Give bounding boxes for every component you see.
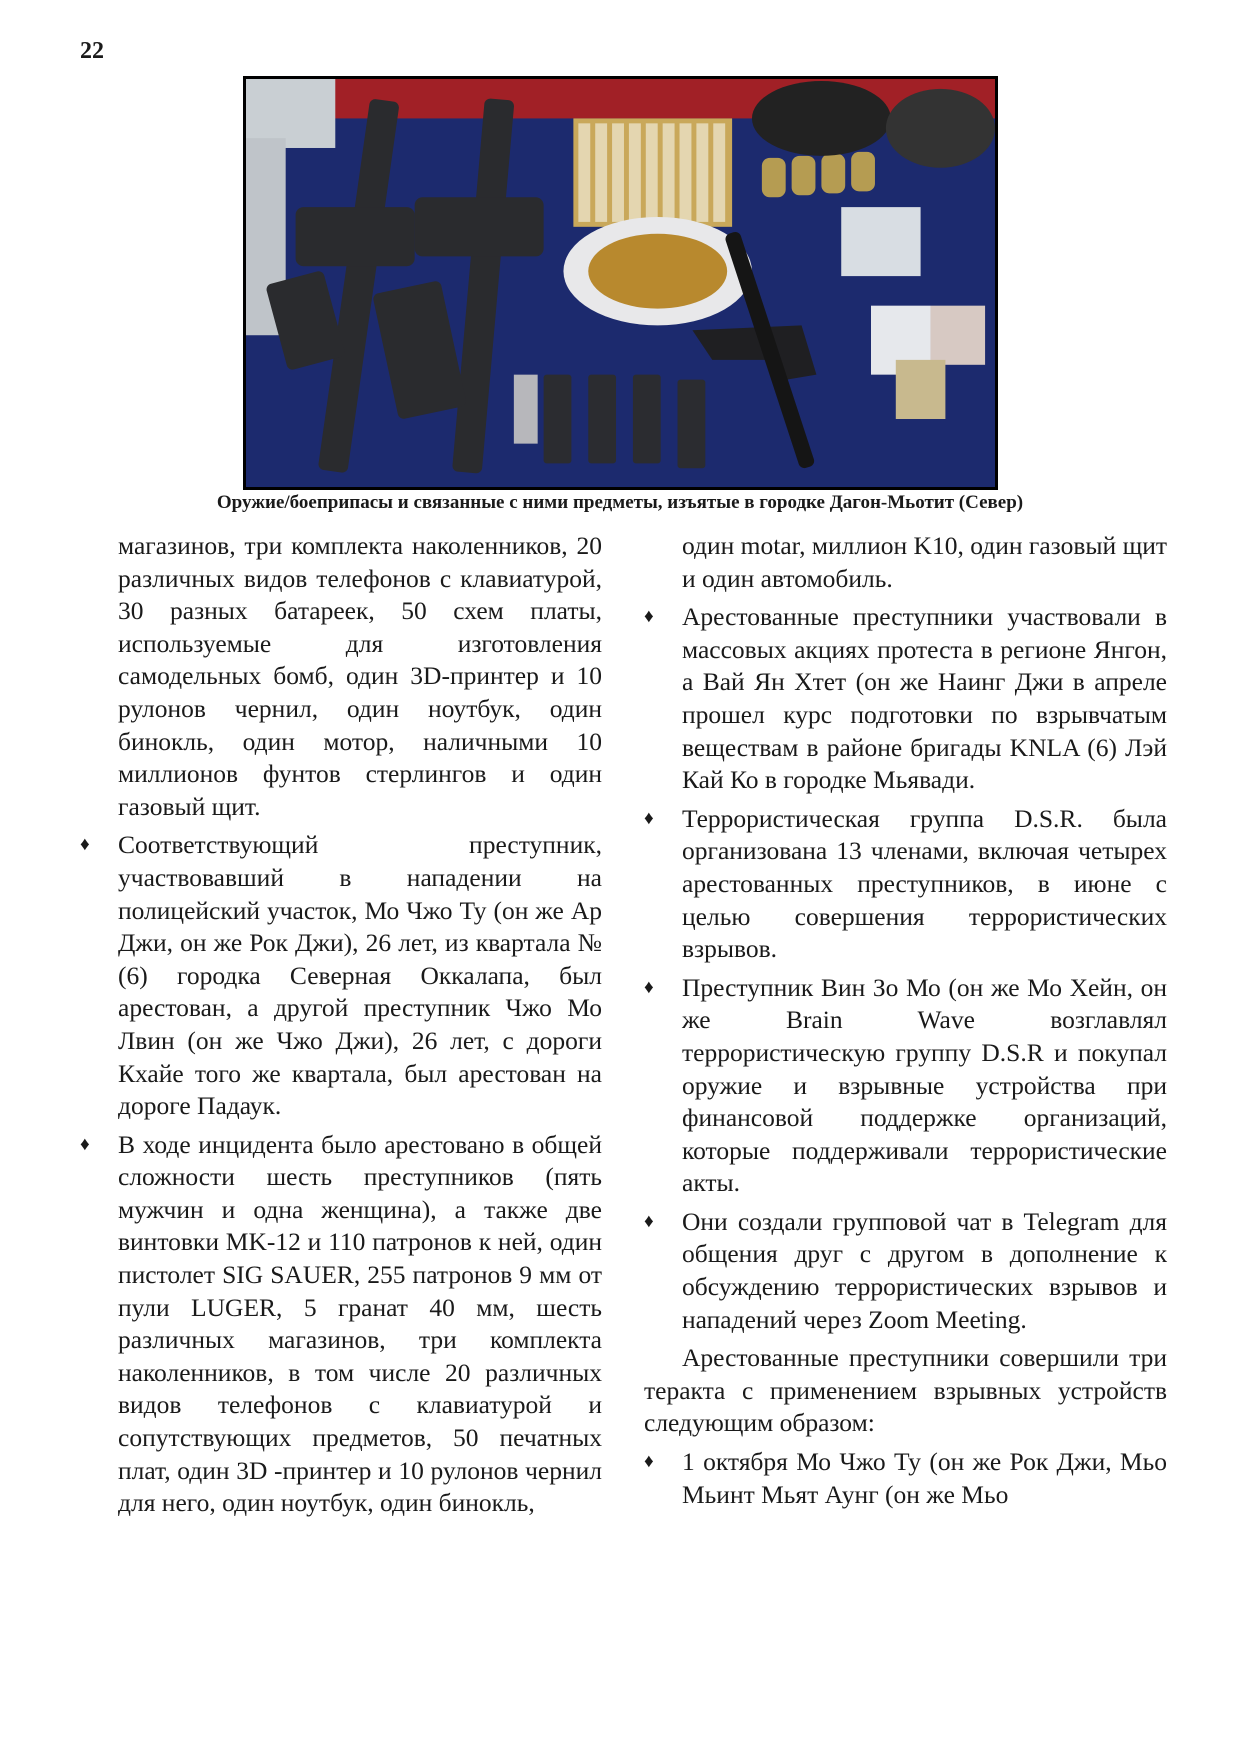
right-bullet-4: ♦ Они создали групповой чат в Telegram для общения друг с другом в дополнение к обсуждению террористических взрывов и нападений через Zoom Meeting. [644, 1206, 1167, 1336]
left-bullet-2: ♦ В ходе инцидента было арестовано в общей сложности шесть преступников (пять мужчин и одна женщина), а также две винтовки MK-12 и 110 патронов к ней, один пистолет SIG SAUER, 255 патронов 9 мм от пули LUGER, 5 гранат 40 мм, шесть различных магазинов, три комплекта наколенников, в том числе 20 различных видов телефонов с клавиатурой и сопутствующих предметов, 50 печатных плат, один 3D -принтер и 10 рулонов чернил для него, один ноутбук, один бинокль, [80, 1129, 602, 1520]
right-continuation-paragraph: один motar, миллион K10, один газовый щит и один автомобиль. [682, 531, 1167, 593]
right-paragraph: Арестованные преступники совершили три теракта с применением взрывных устройств следующим образом: [644, 1343, 1167, 1438]
right-bullet-1: ♦ Арестованные преступники участвовали в массовых акциях протеста в регионе Янгон, а Вай Ян Хтет (он же Наинг Джи в апреле прошел курс подготовки по взрывчатым веществам в районе бригады KNLA (6) Лэй Кай Ко в городке Мьявади. [644, 601, 1167, 797]
left-continuation-paragraph: магазинов, три комплекта наколенников, 20 различных видов телефонов с клавиатурой, 30 разных батареек, 50 схем платы, используемые для изготовления самодельных бомб, один 3D-принтер и 10 рулонов чернил, один ноутбук, один бинокль, один мотор, наличными 10 миллионов фунтов стерлингов и один газовый щит. [118, 531, 602, 821]
page-number: 22 [80, 38, 104, 64]
left-bullet-1: ♦ Соответствующий преступник, участвовавший в нападении на полицейский участок, Мо Чжо Ту (он же Ар Джи, он же Рок Джи), 26 лет, из квартала № (6) городка Северная Оккалапа, был арестован, а другой преступник Чжо Мо Лвин (он же Чжо Джи), 26 лет, с дороги Кхайе того же квартала, был арестован на дороге Падаук. [80, 829, 602, 1122]
right-bullet-2: ♦ Террористическая группа D.S.R. была организована 13 членами, включая четырех арестованных преступников, в июне с целью совершения террористических взрывов. [644, 803, 1167, 966]
right-bullet-5: ♦ 1 октября Мо Чжо Ту (он же Рок Джи, Мьо Мьинт Мьят Аунг (он же Мьо [644, 1446, 1167, 1511]
photo-illustration [246, 79, 995, 487]
seized-weapons-photo [243, 76, 998, 490]
figure-caption: Оружие/боеприпасы и связанные с ними предметы, изъятые в городке Дагон-Мьотит (Север) [216, 492, 1024, 513]
right-column [644, 530, 1167, 1517]
left-column [80, 530, 602, 1526]
right-bullet-3: ♦ Преступник Вин Зо Мо (он же Мо Хейн, он же Brain Wave возглавлял террористическую группу D.S.R и покупал оружие и взрывные устройства при финансовой поддержке организаций, которые поддерживали террористические акты. [644, 972, 1167, 1200]
